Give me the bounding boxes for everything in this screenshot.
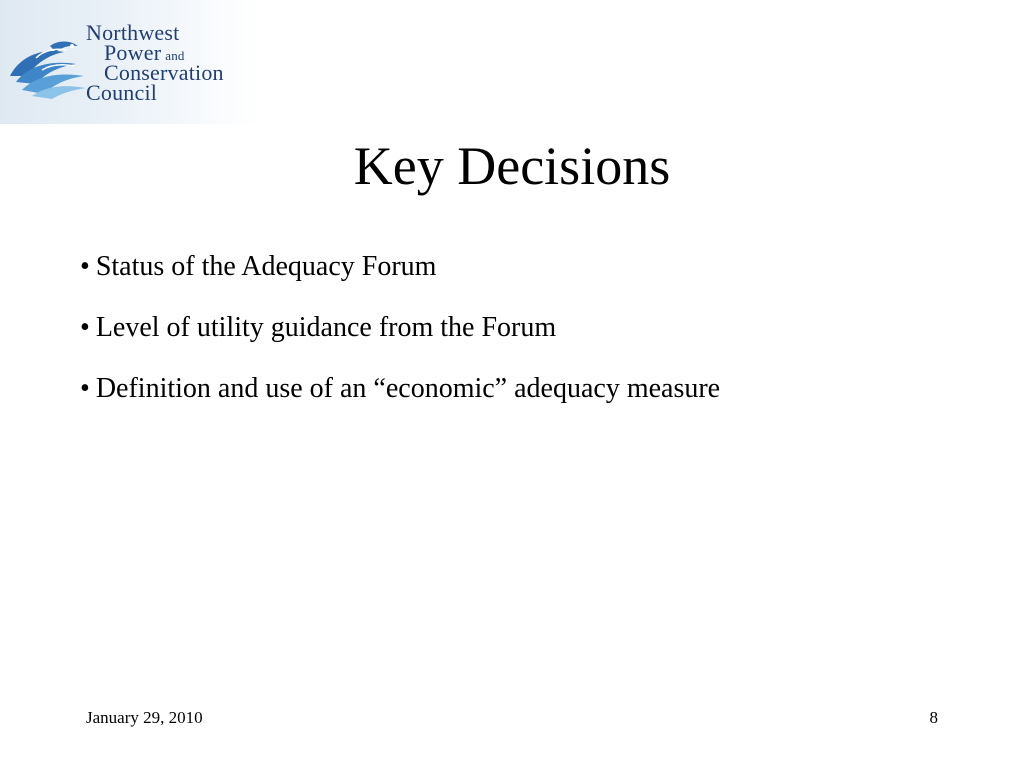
bullet-text: Status of the Adequacy Forum xyxy=(95,251,437,282)
logo-line-conservation: Conservation xyxy=(104,60,224,85)
page-number: 8 xyxy=(929,708,938,727)
bullet-item xyxy=(80,250,720,311)
bullet-item xyxy=(80,372,720,433)
logo-line-northwest: Northwest xyxy=(86,20,180,45)
logo-area xyxy=(0,0,260,124)
logo-word-and: and xyxy=(165,48,185,63)
bullet-glyph: • xyxy=(80,373,90,404)
bullet-list xyxy=(80,250,720,433)
logo-wordmark xyxy=(86,20,224,105)
logo-line-council: Council xyxy=(86,80,158,105)
bullet-item xyxy=(80,311,720,372)
bullet-text: Definition and use of an “economic” adequacy measure xyxy=(95,373,721,404)
bullet-text: Level of utility guidance from the Forum xyxy=(95,312,557,343)
logo-line-power xyxy=(86,40,224,65)
footer-date: January 29, 2010 xyxy=(86,708,203,727)
logo-word-power: Power xyxy=(104,40,162,65)
salmon-waves-logo-icon xyxy=(6,36,88,100)
bullet-glyph: • xyxy=(80,312,90,343)
bullet-glyph: • xyxy=(80,251,90,282)
slide-title: Key Decisions xyxy=(353,136,671,196)
